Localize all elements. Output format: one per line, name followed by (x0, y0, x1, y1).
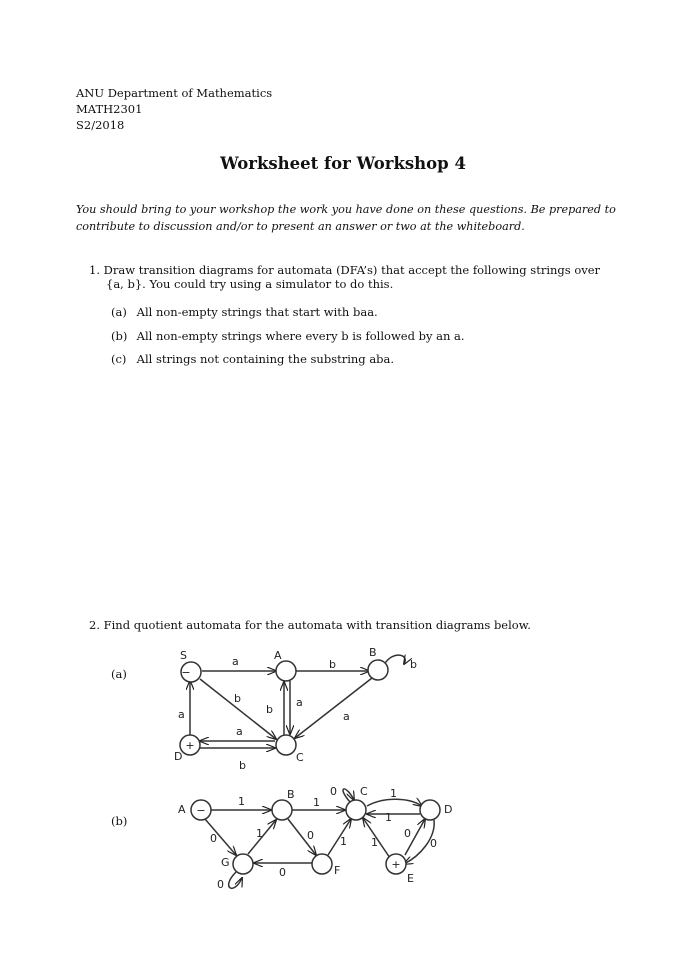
state-b (368, 660, 388, 680)
edge-label: 1 (340, 835, 347, 848)
edge-label: b (410, 658, 417, 671)
edge-b-c (295, 678, 372, 738)
edge-b-loop (384, 655, 405, 665)
question-1-text: Draw transition diagrams for automata (DFA’s) that accept the following strings over (103, 263, 601, 277)
edge-label: 1 (256, 827, 263, 840)
start-mark: − (196, 804, 206, 817)
state-label-c: C (360, 785, 368, 798)
start-mark: − (181, 666, 191, 679)
item-label: (c) (111, 352, 127, 366)
edge-label: 1 (390, 787, 397, 800)
question-1-text-cont: {a, b}. You could try using a simulator to do this. (106, 277, 394, 291)
course-code: MATH2301 (76, 102, 143, 116)
state-label-s: S (180, 649, 187, 662)
state-c (276, 735, 296, 755)
state-f (312, 854, 332, 874)
term: S2/2018 (76, 118, 125, 132)
edge-label: b (329, 658, 336, 671)
state-label-g: G (221, 856, 230, 869)
edge-label: 1 (313, 796, 320, 809)
diagram-a (180, 655, 405, 755)
state-label-a: A (178, 803, 186, 816)
edge-label: b (239, 759, 246, 772)
state-label-b: B (369, 646, 377, 659)
state-d (420, 800, 440, 820)
edge-label: a (178, 708, 185, 721)
edge-label: a (343, 710, 350, 723)
state-label-d: D (174, 750, 183, 763)
state-label-b: B (287, 788, 295, 801)
edge-label: 0 (307, 829, 314, 842)
state-label-d: D (444, 803, 453, 816)
edge-label: 0 (217, 878, 224, 891)
item-label: (b) (111, 329, 128, 343)
item-text: All strings not containing the substring aba. (136, 352, 395, 366)
edge-label: 1 (238, 795, 245, 808)
edge-label: 1 (371, 836, 378, 849)
worksheet-title: Worksheet for Workshop 4 (220, 154, 466, 173)
item-label: (a) (111, 305, 127, 319)
edge-label: a (232, 655, 239, 668)
edge-label: 0 (330, 785, 337, 798)
state-label-f: F (334, 864, 341, 877)
edge-label: a (296, 696, 303, 709)
final-mark: + (391, 858, 401, 871)
edge-label: b (234, 692, 241, 705)
state-g (233, 854, 253, 874)
edge-label: 0 (279, 866, 286, 879)
state-label-e: E (407, 872, 414, 885)
state-b (272, 800, 292, 820)
edge-label: 0 (430, 837, 437, 850)
edge-label: a (236, 725, 243, 738)
edge-c-d (367, 799, 422, 806)
figure-a-label: (a) (111, 667, 127, 681)
item-text: All non-empty strings where every b is followed by an a. (136, 329, 465, 343)
department-name: ANU Department of Mathematics (76, 86, 273, 100)
edge-label: 0 (404, 827, 411, 840)
edge-label: b (266, 703, 273, 716)
edge-label: 0 (210, 832, 217, 845)
final-mark: + (185, 739, 195, 752)
edge-label: 1 (385, 811, 392, 824)
figure-b-label: (b) (111, 814, 128, 828)
edge-g-loop (229, 872, 242, 888)
question-2-number: 2. (89, 618, 100, 632)
intro-paragraph: You should bring to your workshop the work you have done on these questions. Be prepared to contribute to discussion and/or to present an answer or two at the whiteboard. (76, 203, 616, 233)
question-1-number: 1. (89, 263, 100, 277)
state-label-a: A (274, 649, 282, 662)
question-2-text: Find quotient automata for the automata with transition diagrams below. (103, 618, 531, 632)
state-label-c: C (296, 751, 304, 764)
item-text: All non-empty strings that start with baa. (136, 305, 378, 319)
state-c (346, 800, 366, 820)
state-a (276, 661, 296, 681)
